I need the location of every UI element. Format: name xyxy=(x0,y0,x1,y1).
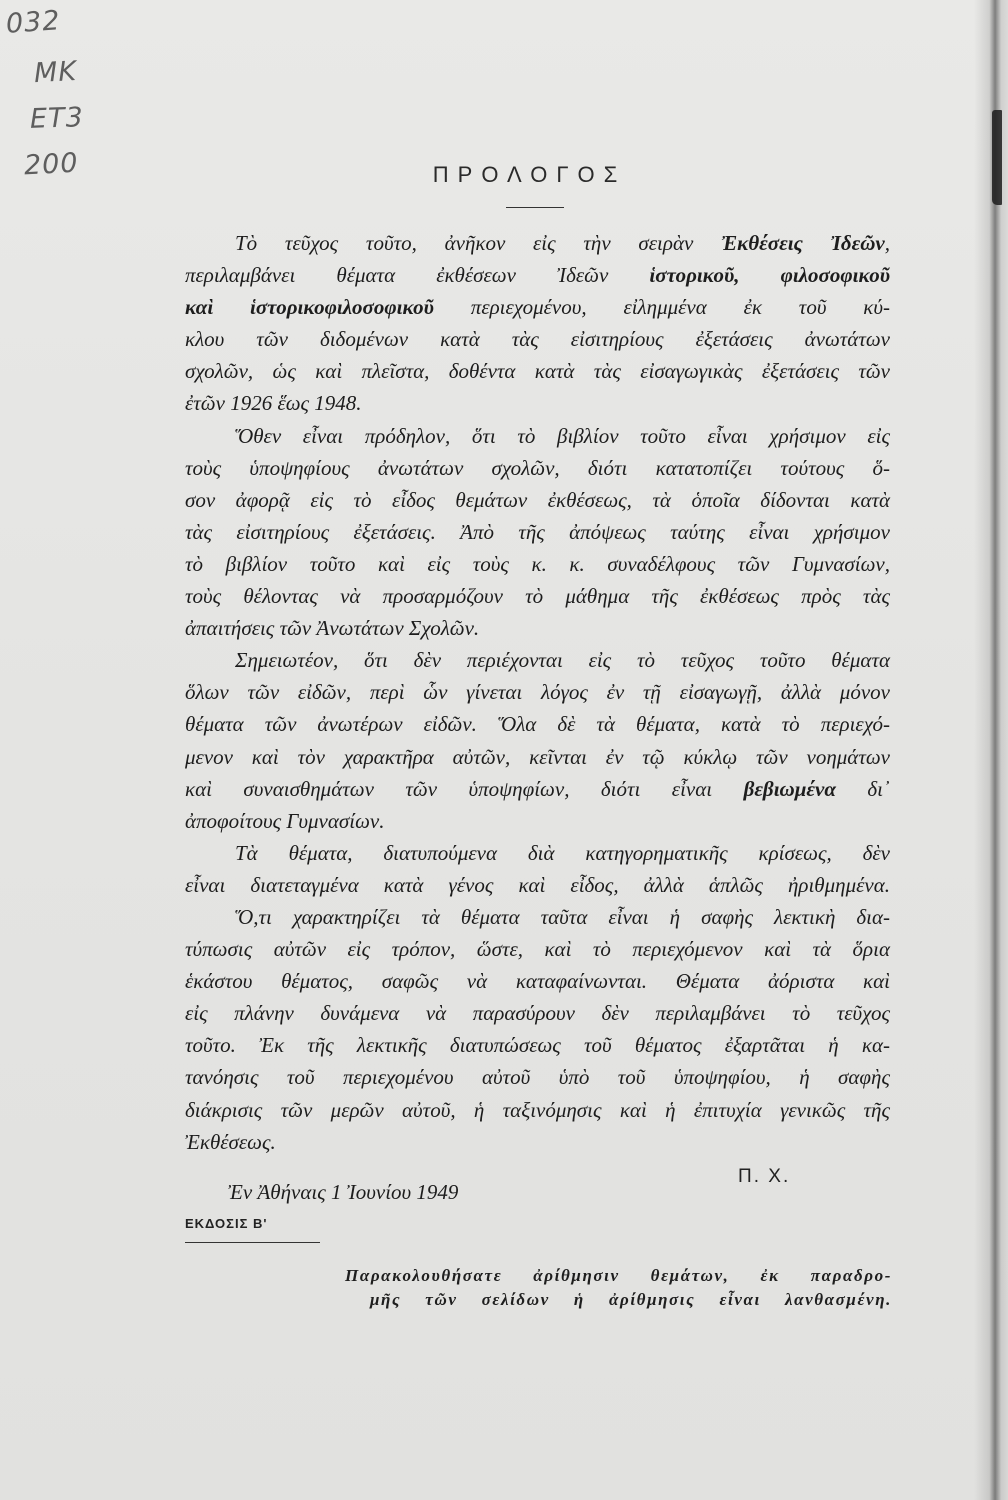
text-line: ἑκάστου θέματος, σαφῶς νὰ καταφαίνωνται. Θέματα ἀόριστα καὶ xyxy=(185,969,890,994)
text-segment: περιλαμβάνει θέματα ἐκθέσεων Ἰδεῶν xyxy=(185,263,650,288)
prologue-body xyxy=(185,227,890,1158)
text-line xyxy=(185,227,890,259)
text-line: μενον καὶ τὸν χαρακτῆρα αὐτῶν, κεῖνται ἐν τῷ κύκλῳ τῶν νοημάτων xyxy=(185,744,890,769)
text-line: ὅλων τῶν εἰδῶν, περὶ ὧν γίνεται λόγος ἐν τῇ εἰσαγωγῇ, ἀλλὰ μόνον xyxy=(185,680,890,705)
text-line: τὸ βιβλίον τοῦτο καὶ εἰς τοὺς κ. κ. συναδέλφους τῶν Γυμνασίων, xyxy=(185,551,890,576)
handwritten-mark: 200 xyxy=(23,147,80,182)
binding-edge xyxy=(974,0,1008,1500)
text-line: κλου τῶν διδομένων κατὰ τὰς εἰσιτηρίους ἐξετάσεις ἀνωτάτων xyxy=(185,327,890,352)
text-line xyxy=(185,259,890,291)
text-segment: Τὸ τεῦχος τοῦτο, ἀνῆκον εἰς τὴν σειρὰν xyxy=(235,231,722,255)
text-line: Ὅ,τι χαρακτηρίζει τὰ θέματα ταῦτα εἶναι ἡ σαφὴς λεκτικὴ δια- xyxy=(235,904,890,929)
bold-phrase: ἱστορικοῦ, φιλοσοφικοῦ xyxy=(649,263,890,288)
paragraph xyxy=(185,227,890,420)
title-divider xyxy=(506,207,564,208)
place-date: Ἐν Ἀθήναις 1 Ἰουνίου 1949 xyxy=(228,1180,459,1204)
text-line: διάκρισις τῶν μερῶν αὐτοῦ, ἡ ταξινόμησις καὶ ἡ ἐπιτυχία γενικῶς τῆς xyxy=(185,1097,890,1122)
text-line: σχολῶν, ὡς καὶ πλεῖστα, δοθέντα κατὰ τὰς εἰσαγωγικὰς ἐξετάσεις τῶν xyxy=(185,359,890,384)
text-line xyxy=(185,291,890,323)
text-segment: δι᾿ xyxy=(835,776,891,801)
text-segment: , xyxy=(884,231,890,255)
bold-phrase: βεβιωμένα xyxy=(743,776,836,801)
errata-line: μῆς τῶν σελίδων ἡ ἀρίθμησις εἶναι λανθασμένη. xyxy=(370,1290,892,1309)
edition-label: ΕΚΔΟΣΙΣ Β' xyxy=(185,1216,268,1231)
page-title: ΠΡΟΛΟΓΟΣ xyxy=(432,162,627,187)
text-line: τοῦτο. Ἐκ τῆς λεκτικῆς διατυπώσεως τοῦ θέματος ἐξαρτᾶται ἡ κα- xyxy=(185,1033,890,1058)
bold-phrase: Ἐκθέσεις Ἰδεῶν xyxy=(721,231,885,255)
errata-note xyxy=(345,1264,892,1312)
text-line: τανόησις τοῦ περιεχομένου αὐτοῦ ὑπὸ τοῦ ὑποψηφίου, ἡ σαφὴς xyxy=(185,1065,890,1090)
paragraph xyxy=(185,837,890,901)
binding-smudge xyxy=(992,110,1002,205)
text-line: ἐτῶν 1926 ἕως 1948. xyxy=(185,391,362,416)
handwritten-mark: 032 xyxy=(4,5,62,40)
text-line: ἀποφοίτους Γυμνασίων. xyxy=(185,808,385,833)
text-line: Σημειωτέον, ὅτι δὲν περιέχονται εἰς τὸ τεῦχος τοῦτο θέματα xyxy=(235,648,890,673)
text-line: τὰς εἰσιτηρίους ἐξετάσεις. Ἀπὸ τῆς ἀπόψεως ταύτης εἶναι χρήσιμον xyxy=(185,519,890,544)
text-line: τύπωσις αὐτῶν εἰς τρόπον, ὥστε, καὶ τὸ περιεχόμενον καὶ τὰ ὅρια xyxy=(185,937,890,962)
text-line: θέματα τῶν ἀνωτέρων εἰδῶν. Ὅλα δὲ τὰ θέματα, κατὰ τὸ περιεχό- xyxy=(185,712,890,737)
text-line: τοὺς ὑποψηφίους ἀνωτάτων σχολῶν, διότι κατατοπίζει τούτους ὅ- xyxy=(185,455,890,480)
bold-phrase: καὶ ἱστορικοφιλοσοφικοῦ xyxy=(185,295,434,320)
text-line: σον ἀφορᾷ εἰς τὸ εἶδος θεμάτων ἐκθέσεως, τὰ ὁποῖα δίδονται κατὰ xyxy=(185,487,890,512)
errata-line: Παρακολουθήσατε ἀρίθμησιν θεμάτων, ἐκ παραδρο- xyxy=(345,1266,892,1285)
text-line: Τὰ θέματα, διατυπούμενα διὰ κατηγορηματικῆς κρίσεως, δὲν xyxy=(235,840,890,865)
text-segment: περιεχομένου, εἰλημμένα ἐκ τοῦ κύ- xyxy=(433,295,890,320)
paragraph xyxy=(185,644,890,837)
paragraph xyxy=(185,420,890,645)
text-line: Ὅθεν εἶναι πρόδηλον, ὅτι τὸ βιβλίον τοῦτο εἶναι χρήσιμον εἰς xyxy=(235,423,890,448)
author-initials: Π. Χ. xyxy=(738,1166,791,1187)
text-line: ἀπαιτήσεις τῶν Ἀνωτάτων Σχολῶν. xyxy=(185,616,480,641)
handwritten-mark: ΜΚ xyxy=(33,55,78,90)
text-line: εἶναι διατεταγμένα κατὰ γένος καὶ εἶδος, ἀλλὰ ἁπλῶς ἠριθμημένα. xyxy=(185,872,890,897)
text-line: εἰς πλάνην δυνάμενα νὰ παρασύρουν δὲν περιλαμβάνει τὸ τεῦχος xyxy=(185,1001,890,1026)
edition-divider xyxy=(185,1242,320,1243)
paragraph xyxy=(185,901,890,1158)
text-line: Ἐκθέσεως. xyxy=(185,1129,276,1154)
text-line: τοὺς θέλοντας νὰ προσαρμόζουν τὸ μάθημα τῆς ἐκθέσεως πρὸς τὰς xyxy=(185,584,890,609)
text-line xyxy=(185,773,890,805)
handwritten-mark: ΕΤ3 xyxy=(29,102,85,135)
text-segment: καὶ συναισθημάτων τῶν ὑποψηφίων, διότι εἶναι xyxy=(185,776,744,801)
